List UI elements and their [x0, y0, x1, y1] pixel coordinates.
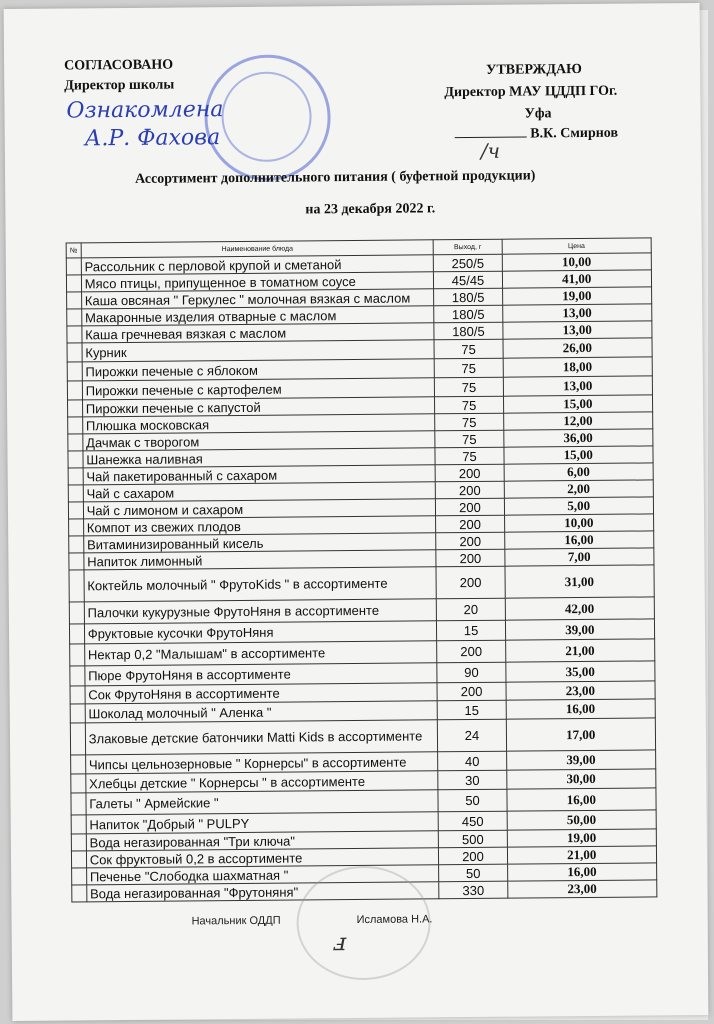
row-number-cell — [68, 417, 83, 434]
dish-name-cell: Шоколад молочный " Аленка " — [85, 701, 438, 723]
table-row — [69, 565, 654, 602]
price-cell: 39,00 — [506, 750, 656, 770]
row-number-cell — [72, 885, 87, 902]
director-name: В.К. Смирнов — [530, 125, 619, 142]
menu-table — [66, 237, 658, 902]
yield-cell: 24 — [438, 719, 506, 752]
price-cell: 35,00 — [505, 661, 655, 682]
row-number-cell — [67, 309, 82, 326]
handwritten-note: Ознакомлена — [66, 97, 224, 124]
price-cell: 12,00 — [503, 412, 653, 430]
yield-cell: 15 — [438, 700, 506, 720]
row-number-cell — [69, 624, 84, 644]
approval-right-title: УТВЕРЖДАЮ — [486, 62, 582, 78]
yield-cell: 200 — [437, 682, 505, 701]
price-cell: 41,00 — [502, 270, 652, 288]
price-cell: 16,00 — [506, 699, 656, 719]
col-price: Цена — [502, 238, 652, 254]
yield-cell: 200 — [436, 498, 504, 516]
price-cell: 15,00 — [503, 395, 653, 413]
yield-cell: 50 — [439, 864, 507, 882]
price-cell: 10,00 — [502, 253, 652, 271]
row-number-cell — [72, 868, 87, 885]
dish-name-cell: Галеты " Армейские " — [86, 790, 439, 815]
price-cell: 2,00 — [504, 480, 654, 498]
document-page — [4, 3, 709, 1021]
yield-cell: 200 — [436, 566, 504, 599]
price-cell: 7,00 — [504, 548, 654, 566]
table-body — [66, 253, 657, 902]
dish-name-cell: Дачмак с творогом — [83, 431, 436, 451]
dish-name-cell: Фруктовые кусочки ФрутоНяня — [84, 621, 437, 644]
row-number-cell — [71, 793, 86, 815]
yield-cell: 200 — [436, 515, 504, 533]
dish-name-cell: Каша овсяная " Геркулес " молочная вязкая с маслом — [81, 289, 434, 309]
price-cell: 19,00 — [507, 829, 657, 847]
yield-cell: 330 — [439, 881, 507, 899]
footer-signature-icon: ⅎ — [333, 928, 347, 957]
dish-name-cell: Нектар 0,2 "Малышам" в ассортименте — [84, 641, 437, 666]
yield-cell: 15 — [437, 620, 505, 641]
row-number-cell — [71, 755, 86, 774]
row-number-cell — [66, 275, 81, 292]
dish-name-cell: Вода негазированная "Фрутоняня" — [86, 882, 439, 902]
approval-right-city: Уфа — [524, 106, 552, 122]
table-row — [70, 718, 655, 755]
yield-cell: 450 — [439, 811, 507, 831]
yield-cell: 180/5 — [434, 288, 502, 306]
yield-cell: 45/45 — [434, 271, 502, 289]
row-number-cell — [70, 666, 85, 686]
yield-cell: 200 — [436, 481, 504, 499]
approval-left-title: СОГЛАСОВАНО — [64, 57, 174, 74]
yield-cell: 75 — [435, 358, 503, 378]
price-cell: 21,00 — [507, 846, 657, 864]
yield-cell: 180/5 — [434, 305, 502, 323]
footer-role: Начальник ОДДП — [191, 914, 281, 928]
price-cell: 23,00 — [507, 880, 657, 898]
row-number-cell — [71, 851, 86, 868]
row-number-cell — [68, 468, 83, 485]
row-number-cell — [67, 381, 82, 400]
price-cell: 36,00 — [503, 429, 653, 447]
yield-cell: 50 — [438, 789, 506, 812]
price-cell: 16,00 — [507, 863, 657, 881]
price-cell: 23,00 — [506, 681, 656, 700]
doc-date: на 23 декабря 2022 г. — [305, 201, 436, 218]
row-number-cell — [67, 326, 82, 343]
dish-name-cell: Рассольник с перловой крупой и сметаной — [81, 255, 434, 275]
dish-name-cell: Коктейль молочный " ФрутоKids " в ассортименте — [84, 567, 437, 602]
row-number-cell — [67, 362, 82, 381]
row-number-cell — [70, 686, 85, 704]
row-number-cell — [68, 400, 83, 417]
dish-name-cell: Сок ФрутоНяня в ассортименте — [85, 683, 438, 704]
row-number-cell — [70, 723, 85, 755]
dish-name-cell: Напиток лимонный — [84, 550, 437, 570]
row-number-cell — [69, 570, 84, 602]
price-cell: 16,00 — [506, 788, 656, 811]
price-cell: 26,00 — [503, 338, 653, 358]
row-number-cell — [68, 434, 83, 451]
dish-name-cell: Компот из свежих плодов — [83, 516, 436, 536]
row-number-cell — [69, 553, 84, 570]
dish-name-cell: Чипсы цельнозерновые " Корнерсы" в ассортименте — [85, 752, 438, 774]
col-yield: Выход, г — [434, 239, 502, 255]
row-number-cell — [68, 451, 83, 468]
approval-left-role: Директор школы — [64, 77, 175, 94]
row-number-cell — [71, 815, 86, 834]
price-cell: 18,00 — [503, 357, 653, 377]
row-number-cell — [69, 519, 84, 536]
row-number-cell — [68, 485, 83, 502]
col-number: № — [66, 243, 81, 258]
dish-name-cell: Каша гречневая вязкая с маслом — [82, 323, 435, 343]
yield-cell: 200 — [436, 464, 504, 482]
dish-name-cell: Чай с сахаром — [83, 482, 436, 502]
price-cell: 31,00 — [505, 565, 655, 598]
yield-cell: 180/5 — [434, 322, 502, 340]
yield-cell: 90 — [437, 662, 505, 683]
yield-cell: 500 — [439, 830, 507, 848]
row-number-cell — [69, 602, 84, 624]
yield-cell: 75 — [435, 396, 503, 414]
yield-cell: 75 — [435, 413, 503, 431]
row-number-cell — [67, 343, 82, 362]
price-cell: 5,00 — [504, 497, 654, 515]
yield-cell: 75 — [435, 430, 503, 448]
yield-cell: 75 — [435, 377, 503, 397]
dish-name-cell: Чай с лимоном и сахаром — [83, 499, 436, 519]
row-number-cell — [69, 536, 84, 553]
dish-name-cell: Пюре ФрутоНяня в ассортименте — [85, 663, 438, 686]
yield-cell: 30 — [438, 770, 506, 790]
director-signature-icon: /ч — [480, 138, 501, 163]
dish-name-cell: Мясо птицы, припущенное в томатном соусе — [81, 272, 434, 292]
dish-name-cell: Печенье "Слободка шахматная " — [86, 865, 439, 885]
dish-name-cell: Курник — [82, 340, 435, 362]
price-cell: 16,00 — [504, 531, 654, 549]
dish-name-cell: Пирожки печеные с яблоком — [82, 359, 435, 381]
price-cell: 50,00 — [507, 810, 657, 830]
yield-cell: 75 — [435, 447, 503, 465]
dish-name-cell: Вода негазированная "Три ключа" — [86, 831, 439, 851]
col-name: Наименование блюда — [81, 240, 434, 258]
dish-name-cell: Плюшка московская — [82, 414, 435, 434]
price-cell: 21,00 — [505, 639, 655, 662]
row-number-cell — [66, 258, 81, 275]
dish-name-cell: Пирожки печеные с картофелем — [82, 378, 435, 400]
dish-name-cell: Напиток "Добрый " PULPY — [86, 812, 439, 834]
footer-name: Исламова Н.А. — [356, 913, 433, 927]
price-cell: 10,00 — [504, 514, 654, 532]
approval-right-role: Директор МАУ ЦДДП ГОг. — [444, 83, 618, 101]
price-cell: 13,00 — [502, 304, 652, 322]
price-cell: 39,00 — [505, 619, 655, 640]
dish-name-cell: Сок фруктовый 0,2 в ассортименте — [86, 848, 439, 868]
yield-cell: 200 — [436, 532, 504, 550]
yield-cell: 200 — [439, 847, 507, 865]
dish-name-cell: Злаковые детские батончики Matti Kids в ассортименте — [85, 720, 438, 755]
price-cell: 13,00 — [502, 321, 652, 339]
row-number-cell — [71, 834, 86, 851]
price-cell: 15,00 — [503, 446, 653, 464]
yield-cell: 75 — [434, 339, 502, 359]
dish-name-cell: Макаронные изделия отварные с маслом — [81, 306, 434, 326]
price-cell: 19,00 — [502, 287, 652, 305]
doc-title: Ассортимент дополнительного питания ( буфетной продукции) — [135, 168, 536, 187]
row-number-cell — [71, 774, 86, 793]
row-number-cell — [67, 292, 82, 309]
dish-name-cell: Витаминизированный кисель — [83, 533, 436, 553]
dish-name-cell: Чай пакетированный с сахаром — [83, 465, 436, 485]
dish-name-cell: Хлебцы детские " Корнерсы " в ассортименте — [86, 771, 439, 793]
dish-name-cell: Палочки кукурузные ФрутоНяня в ассортименте — [84, 599, 437, 624]
row-number-cell — [70, 704, 85, 723]
dish-name-cell: Шанежка наливная — [83, 448, 436, 468]
yield-cell: 250/5 — [434, 254, 502, 272]
yield-cell: 200 — [436, 549, 504, 567]
price-cell: 17,00 — [506, 718, 656, 751]
price-cell: 13,00 — [503, 376, 653, 396]
row-number-cell — [68, 502, 83, 519]
yield-cell: 200 — [437, 640, 505, 663]
price-cell: 30,00 — [506, 769, 656, 789]
dish-name-cell: Пирожки печеные с капустой — [82, 397, 435, 417]
handwritten-signature: А.Р. Фахова — [84, 125, 221, 152]
yield-cell: 40 — [438, 751, 506, 771]
price-cell: 6,00 — [504, 463, 654, 481]
approval-right-name — [455, 126, 618, 143]
yield-cell: 20 — [437, 598, 505, 621]
price-cell: 42,00 — [505, 597, 655, 620]
row-number-cell — [70, 644, 85, 666]
